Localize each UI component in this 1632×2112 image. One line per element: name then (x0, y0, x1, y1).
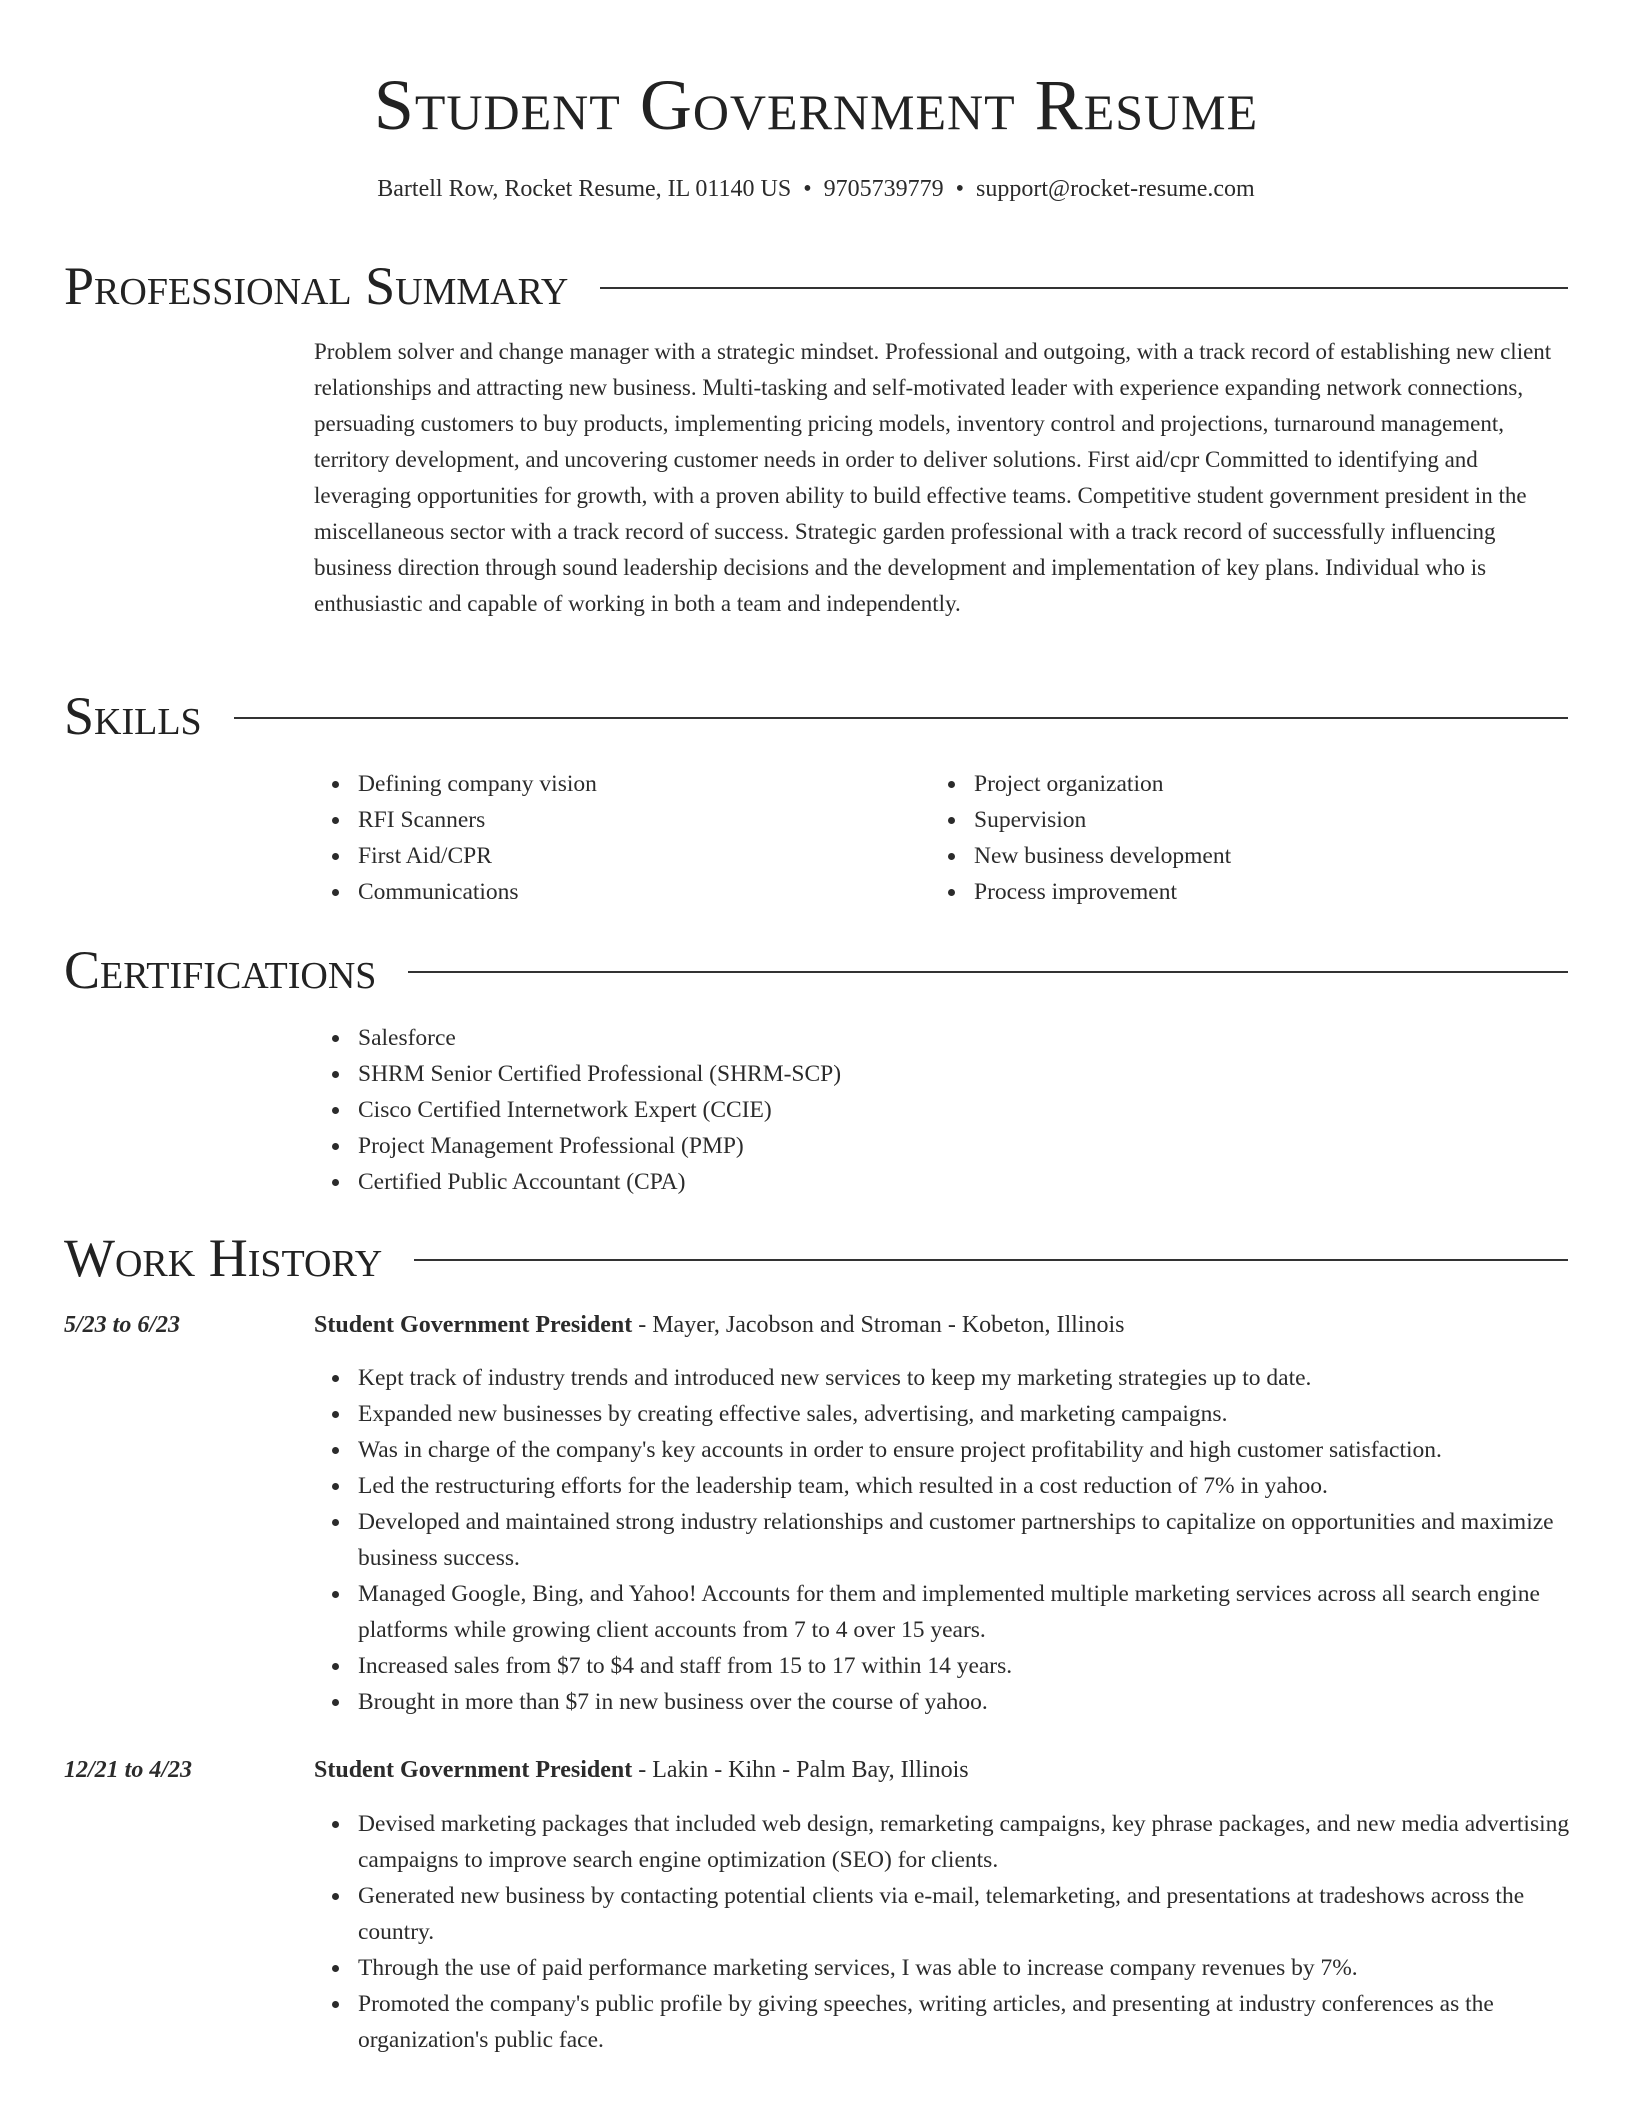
section-header-certifications (64, 940, 1568, 1000)
job-bullet: Expanded new businesses by creating effective sales, advertising, and marketing campaigns. (358, 1396, 1570, 1432)
certifications-list (314, 1020, 1570, 1200)
contact-email[interactable]: support@rocket-resume.com (976, 176, 1255, 202)
skill-item: Supervision (974, 802, 1570, 838)
job-bullet: Developed and maintained strong industry relationships and customer partnerships to capitalize on opportunities and maximize business success. (358, 1504, 1570, 1576)
job-bullet: Promoted the company's public profile by giving speeches, writing articles, and presenting at industry conferences as the organization's public face. (358, 1986, 1570, 2058)
skill-item: Defining company vision (358, 766, 930, 802)
job-bullets (314, 1360, 1570, 1720)
skill-item: Process improvement (974, 874, 1570, 910)
section-title-certifications: Certifications (64, 940, 377, 1000)
section-header-work-history (64, 1228, 1568, 1288)
section-header-skills (64, 686, 1568, 746)
job-bullet: Generated new business by contacting potential clients via e-mail, telemarketing, and presentations at tradeshows across the country. (358, 1878, 1570, 1950)
job-bullet: Devised marketing packages that included web design, remarketing campaigns, key phrase packages, and new media advertising campaigns to improve search engine optimization (SEO) for clients. (358, 1806, 1570, 1878)
skill-item: Communications (358, 874, 930, 910)
job-bullet: Increased sales from $7 to $4 and staff from 15 to 17 within 14 years. (358, 1648, 1570, 1684)
skill-item: First Aid/CPR (358, 838, 930, 874)
contact-phone: 9705739779 (823, 176, 944, 202)
job-bullet: Led the restructuring efforts for the leadership team, which resulted in a cost reduction of 7% in yahoo. (358, 1468, 1570, 1504)
section-title-skills: Skills (64, 686, 202, 746)
section-title-summary: Professional Summary (64, 256, 569, 316)
section-divider (408, 971, 1568, 973)
job-employer: - Lakin - Kihn - Palm Bay, Illinois (632, 1757, 969, 1783)
job-title-line (314, 1310, 1570, 1340)
job-bullet: Was in charge of the company's key accounts in order to ensure project profitability and high customer satisfaction. (358, 1432, 1570, 1468)
contact-line (0, 174, 1632, 204)
contact-separator: • (803, 176, 812, 202)
certification-item: Cisco Certified Internetwork Expert (CCIE) (358, 1092, 1570, 1128)
certification-item: SHRM Senior Certified Professional (SHRM-SCP) (358, 1056, 1570, 1092)
job-dates: 5/23 to 6/23 (64, 1312, 181, 1338)
job-role: Student Government President (314, 1312, 633, 1338)
section-header-summary (64, 256, 1568, 316)
skills-column-right (930, 766, 1570, 910)
job-title-line (314, 1755, 1570, 1785)
job-role: Student Government President (314, 1757, 633, 1783)
skill-item: New business development (974, 838, 1570, 874)
skills-list (314, 766, 1570, 910)
section-divider (234, 717, 1568, 719)
contact-separator: • (955, 176, 965, 202)
section-divider (414, 1259, 1568, 1261)
job-bullet: Brought in more than $7 in new business over the course of yahoo. (358, 1684, 1570, 1720)
resume-title: Student Government Resume (373, 65, 1259, 145)
job-bullet: Managed Google, Bing, and Yahoo! Accounts for them and implemented multiple marketing services across all search engine platforms while growing client accounts from 7 to 4 over 15 years. (358, 1576, 1570, 1648)
job-dates: 12/21 to 4/23 (64, 1757, 193, 1783)
job-bullets (314, 1806, 1570, 2058)
skills-column-left (314, 766, 930, 910)
contact-address: Bartell Row, Rocket Resume, IL 01140 US (377, 176, 792, 202)
certification-item: Project Management Professional (PMP) (358, 1128, 1570, 1164)
section-divider (600, 287, 1568, 289)
job-employer: - Mayer, Jacobson and Stroman - Kobeton, Illinois (632, 1312, 1125, 1338)
summary-text: Problem solver and change manager with a strategic mindset. Professional and outgoing, with a track record of establishing new client relationships and attracting new business. Multi-tasking and self-motivated leader with experience expanding network connections, persuading customers to buy products, implementing pricing models, inventory control and projections, turnaround management, territory development, and uncovering customer needs in order to deliver solutions. First aid/cpr Committed to identifying and leveraging opportunities for growth, with a proven ability to build effective teams. Competitive student government president in the miscellaneous sector with a track record of success. Strategic garden professional with a track record of successfully influencing business direction through sound leadership decisions and the development and implementation of key plans. Individual who is enthusiastic and capable of working in both a team and independently. (314, 339, 1552, 616)
skill-item: RFI Scanners (358, 802, 930, 838)
skill-item: Project organization (974, 766, 1570, 802)
certification-item: Salesforce (358, 1020, 1570, 1056)
job-bullet: Kept track of industry trends and introduced new services to keep my marketing strategies up to date. (358, 1360, 1570, 1396)
job-bullet: Through the use of paid performance marketing services, I was able to increase company revenues by 7%. (358, 1950, 1570, 1986)
certification-item: Certified Public Accountant (CPA) (358, 1164, 1570, 1200)
section-title-work-history: Work History (64, 1228, 383, 1288)
